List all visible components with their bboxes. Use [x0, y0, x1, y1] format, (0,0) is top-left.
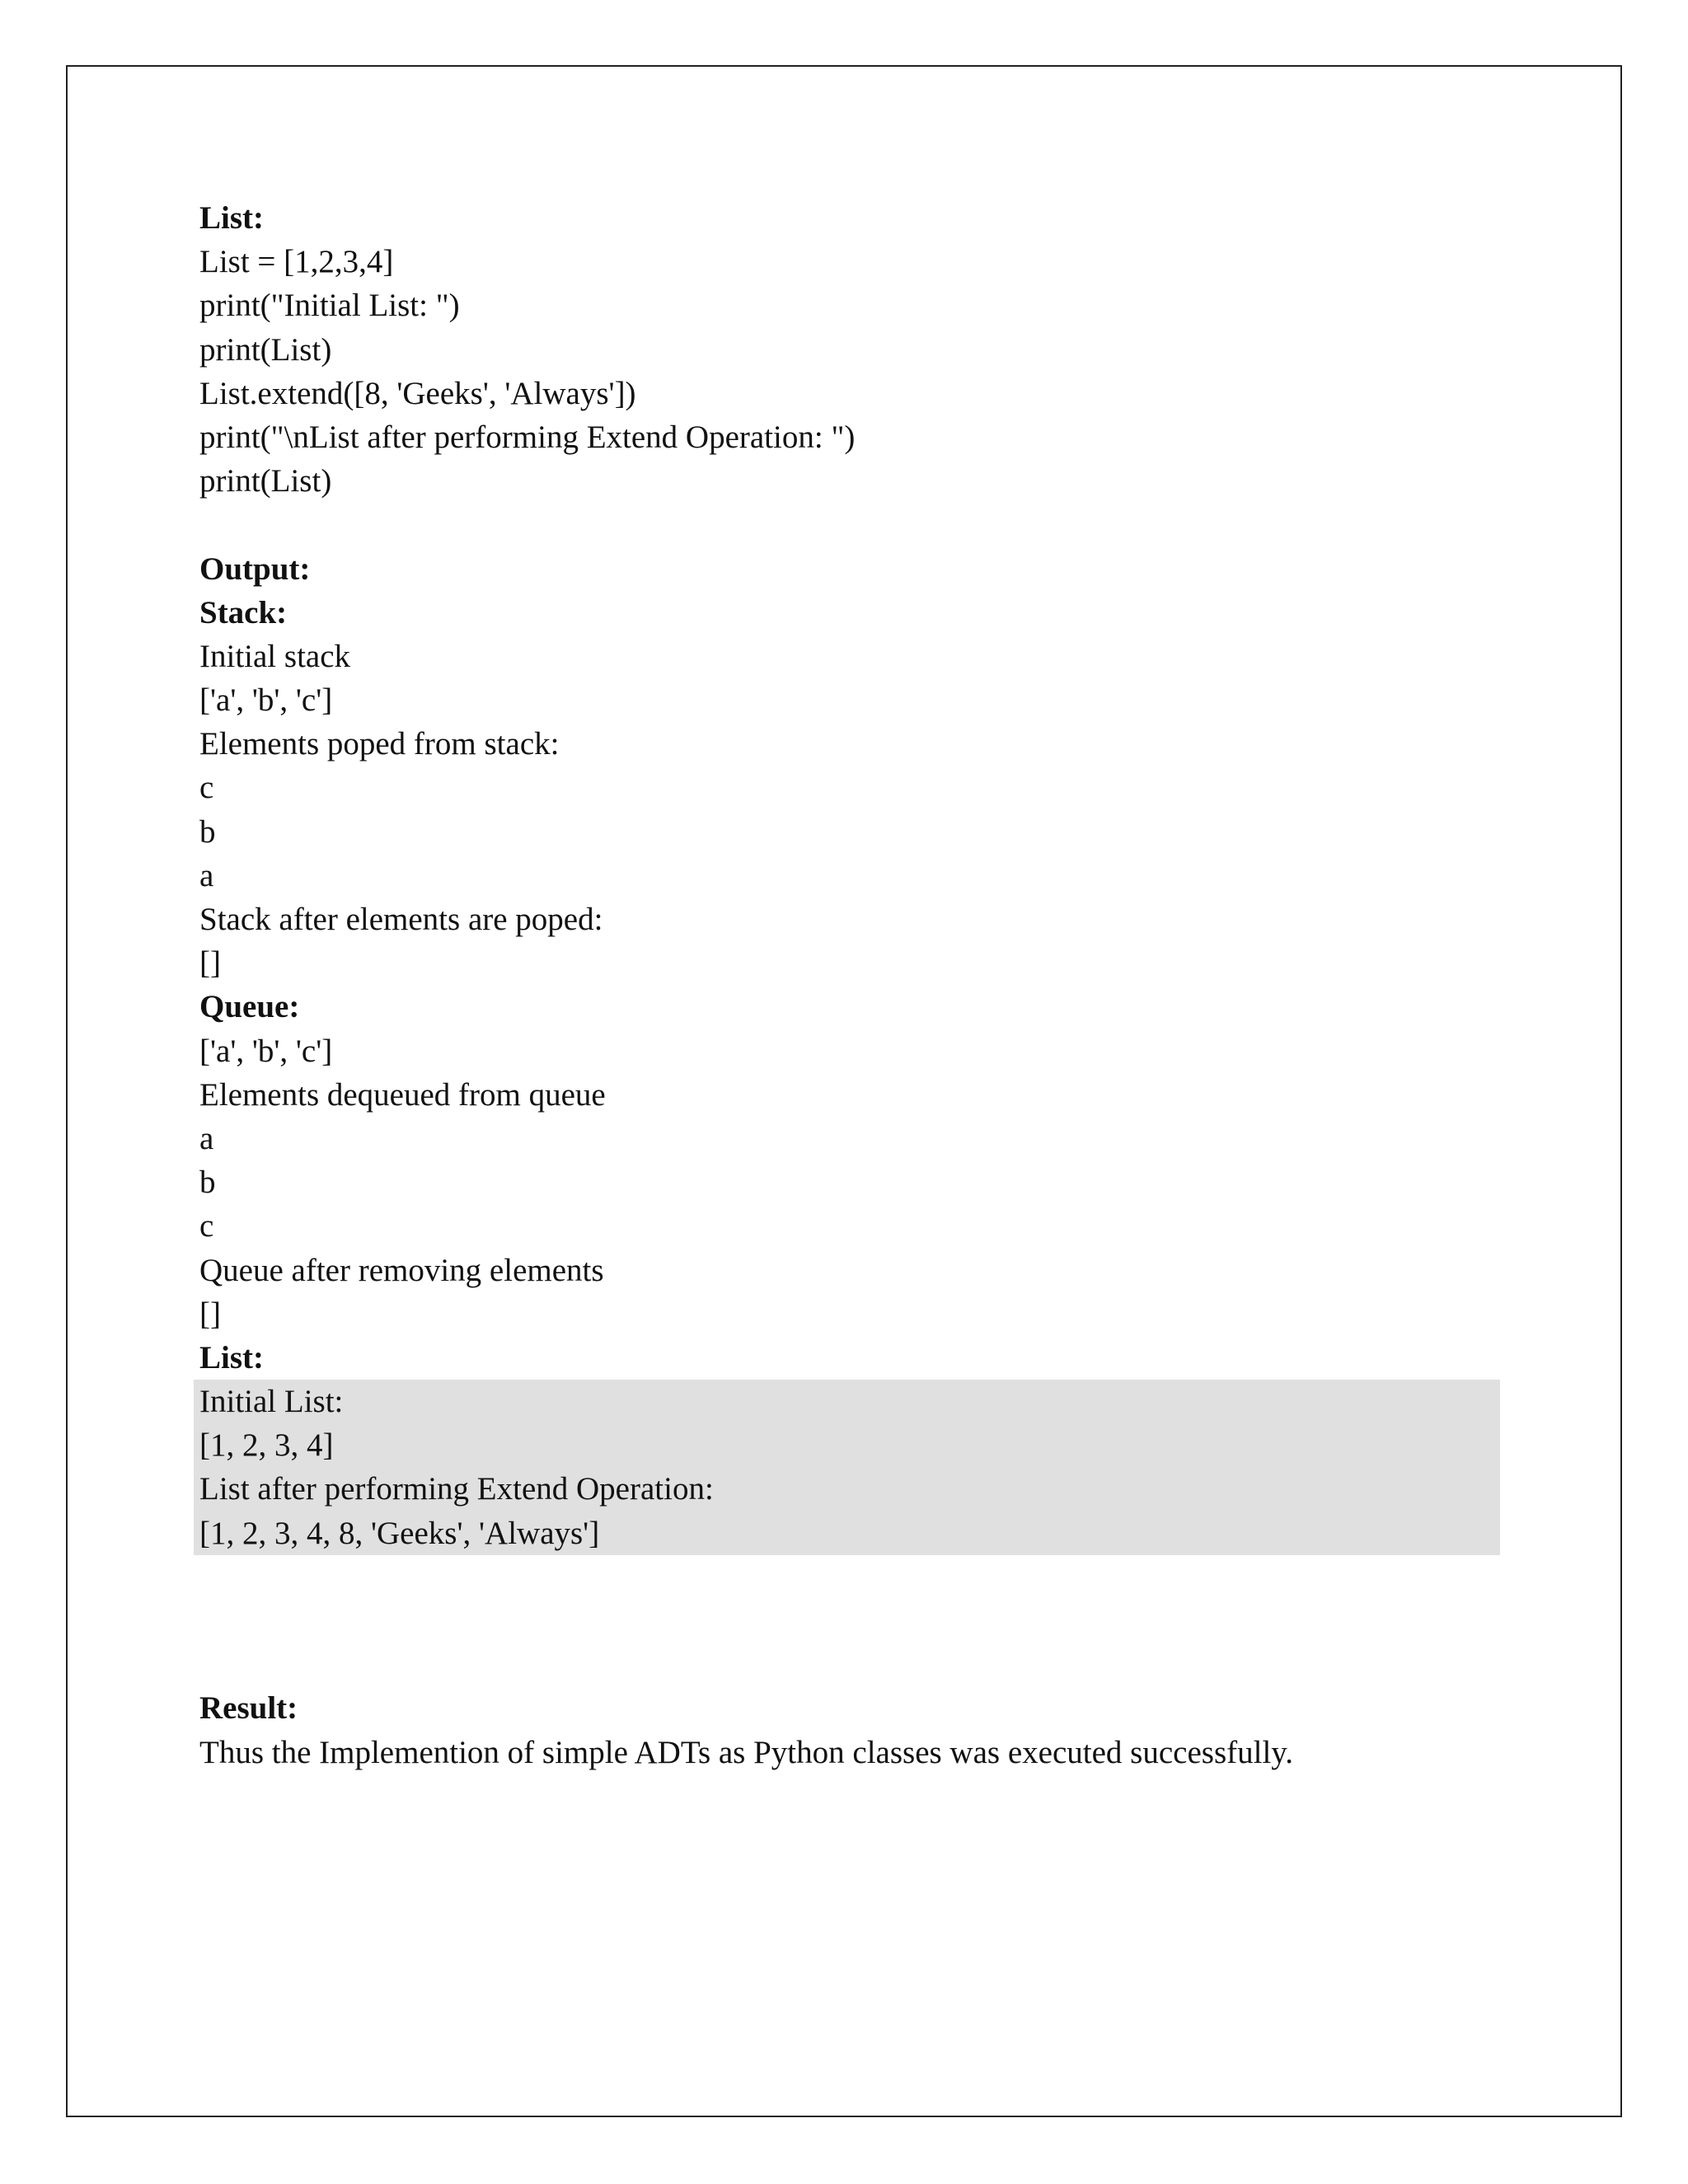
stack-output-line: b: [199, 813, 216, 850]
stack-output-line: Initial stack: [199, 638, 351, 674]
list-output-line: List after performing Extend Operation:: [199, 1471, 714, 1507]
stack-output-line: c: [199, 770, 214, 806]
queue-output-line: Elements dequeued from queue: [199, 1076, 606, 1113]
queue-heading: Queue:: [199, 989, 300, 1025]
stack-output-line: []: [199, 945, 221, 982]
queue-output-line: ['a', 'b', 'c']: [199, 1033, 333, 1069]
list-output-block: [194, 1380, 1500, 1555]
code-line: print("Initial List: "): [199, 288, 460, 324]
code-line: print("\nList after performing Extend Operation: "): [199, 419, 856, 455]
stack-output-line: Elements poped from stack:: [199, 726, 560, 762]
result-text: Thus the Implemention of simple ADTs as Python classes was executed successfully.: [199, 1734, 1293, 1770]
code-line: List = [1,2,3,4]: [199, 244, 394, 280]
spacer: [199, 503, 1502, 546]
queue-output-line: b: [199, 1165, 216, 1201]
code-line: print(List): [199, 463, 332, 499]
result-heading: Result:: [199, 1690, 298, 1727]
code-line: print(List): [199, 331, 332, 368]
list-output-line: [1, 2, 3, 4]: [199, 1427, 334, 1464]
stack-output-line: a: [199, 857, 214, 893]
stack-output-line: Stack after elements are poped:: [199, 902, 603, 937]
document-content: [199, 196, 1502, 1774]
spacer: [199, 1555, 1502, 1687]
list-output-line: Initial List:: [199, 1384, 344, 1420]
queue-output-line: []: [199, 1296, 221, 1332]
code-line: List.extend([8, 'Geeks', 'Always']): [199, 375, 636, 411]
queue-output-line: a: [199, 1120, 214, 1156]
queue-output-line: c: [199, 1208, 214, 1244]
code-heading: List:: [199, 200, 264, 236]
stack-output-line: ['a', 'b', 'c']: [199, 682, 333, 719]
stack-heading: Stack:: [199, 594, 288, 630]
output-heading: Output:: [199, 551, 311, 587]
list-output-line: [1, 2, 3, 4, 8, 'Geeks', 'Always']: [199, 1515, 600, 1551]
list-output-heading: List:: [199, 1339, 264, 1376]
queue-output-line: Queue after removing elements: [199, 1252, 604, 1288]
